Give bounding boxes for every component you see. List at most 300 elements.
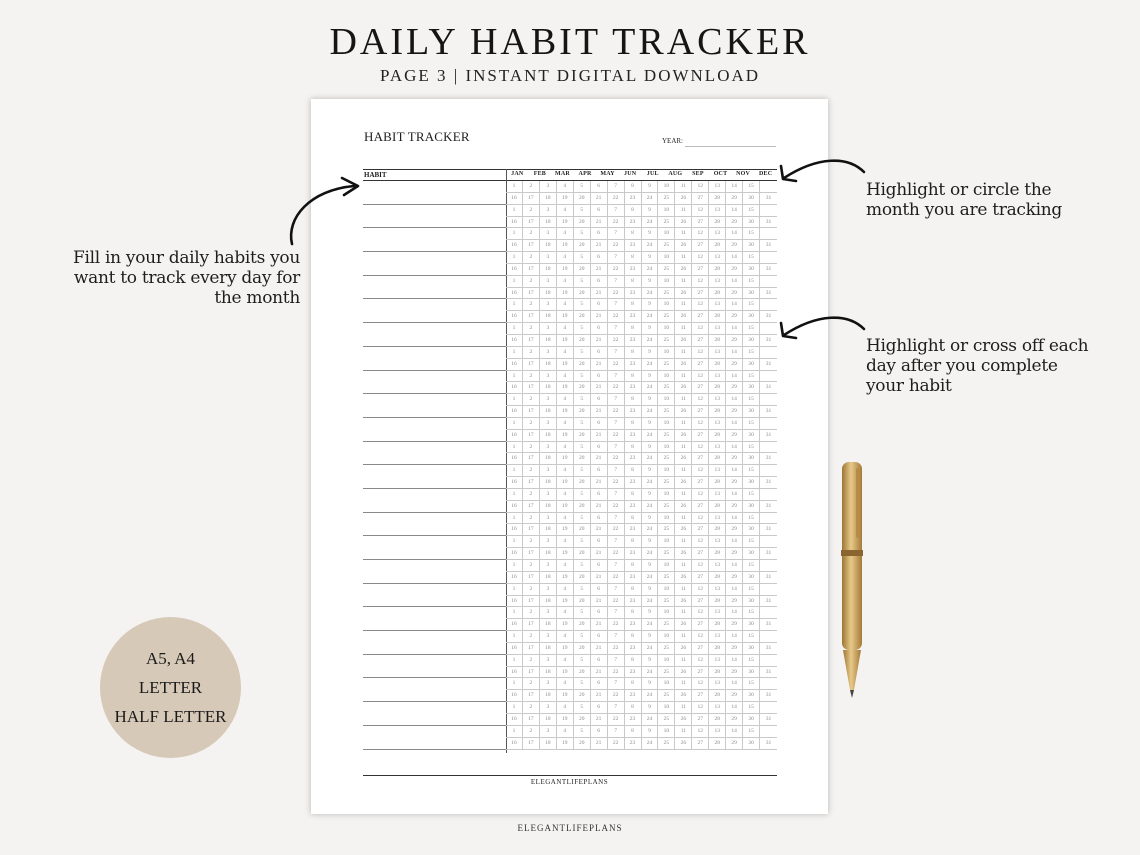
day-cell[interactable]: 6 <box>591 536 608 547</box>
day-cell[interactable]: 16 <box>506 548 523 559</box>
day-cell[interactable]: 22 <box>608 619 625 630</box>
day-cell[interactable]: 4 <box>557 513 574 524</box>
day-cell[interactable]: 9 <box>642 607 659 618</box>
day-cell[interactable]: 21 <box>591 667 608 678</box>
day-cell[interactable]: 28 <box>709 240 726 251</box>
day-cell[interactable]: 22 <box>608 406 625 417</box>
day-cell[interactable]: 22 <box>608 524 625 535</box>
day-cell[interactable]: 17 <box>523 690 540 701</box>
day-cell[interactable]: 15 <box>743 228 760 239</box>
day-cell[interactable]: 24 <box>642 217 659 228</box>
day-cell[interactable]: 9 <box>642 323 659 334</box>
day-cell[interactable]: 24 <box>642 240 659 251</box>
day-cell[interactable]: 28 <box>709 524 726 535</box>
day-cell[interactable]: 14 <box>726 252 743 263</box>
day-cell[interactable]: 6 <box>591 702 608 713</box>
day-cell[interactable]: 1 <box>506 655 523 666</box>
day-cell[interactable]: 1 <box>506 726 523 737</box>
day-cell[interactable]: 10 <box>658 252 675 263</box>
day-cell[interactable] <box>760 607 777 618</box>
day-cell[interactable]: 2 <box>523 205 540 216</box>
day-cell[interactable]: 5 <box>574 371 591 382</box>
day-cell[interactable]: 19 <box>557 382 574 393</box>
day-cell[interactable]: 17 <box>523 643 540 654</box>
day-cell[interactable]: 21 <box>591 311 608 322</box>
day-cell[interactable]: 9 <box>642 513 659 524</box>
day-cell[interactable]: 17 <box>523 288 540 299</box>
day-cell[interactable]: 31 <box>765 360 772 367</box>
day-cell[interactable]: 22 <box>608 572 625 583</box>
day-cell[interactable]: 4 <box>557 702 574 713</box>
day-cell[interactable]: 29 <box>726 524 743 535</box>
day-cell[interactable]: 12 <box>692 702 709 713</box>
day-cell[interactable]: 1 <box>506 394 523 405</box>
day-cell[interactable]: 19 <box>557 193 574 204</box>
day-cell[interactable]: 3 <box>540 442 557 453</box>
day-cell[interactable]: 6 <box>591 465 608 476</box>
day-cell[interactable]: 25 <box>658 619 675 630</box>
day-cell[interactable]: 20 <box>574 382 591 393</box>
day-cell[interactable]: 26 <box>675 738 692 749</box>
day-cell[interactable] <box>760 394 777 405</box>
day-cell[interactable]: 28 <box>709 382 726 393</box>
day-cell[interactable]: 7 <box>608 726 625 737</box>
day-cell[interactable]: 6 <box>591 228 608 239</box>
day-cell[interactable]: 18 <box>540 453 557 464</box>
day-cell[interactable]: 17 <box>523 382 540 393</box>
day-cell[interactable]: 7 <box>608 418 625 429</box>
day-cell[interactable]: 11 <box>675 323 692 334</box>
day-cell[interactable]: 11 <box>675 607 692 618</box>
day-cell[interactable]: 13 <box>709 584 726 595</box>
day-cell[interactable]: 29 <box>726 548 743 559</box>
day-cell[interactable]: 9 <box>642 560 659 571</box>
day-cell[interactable]: 8 <box>625 299 642 310</box>
day-cell[interactable]: 14 <box>726 607 743 618</box>
day-cell[interactable]: 6 <box>591 584 608 595</box>
day-cell[interactable]: 23 <box>625 477 642 488</box>
day-cell[interactable]: 25 <box>658 382 675 393</box>
day-cell[interactable]: 8 <box>625 631 642 642</box>
day-cell[interactable]: 22 <box>608 288 625 299</box>
day-cell[interactable]: 25 <box>658 359 675 370</box>
day-cell[interactable]: 4 <box>557 536 574 547</box>
day-cell[interactable]: 20 <box>574 240 591 251</box>
day-cell[interactable]: 7 <box>608 394 625 405</box>
day-cell[interactable]: 2 <box>523 299 540 310</box>
day-cell[interactable]: 15 <box>743 655 760 666</box>
day-cell[interactable]: 12 <box>692 513 709 524</box>
day-cell[interactable]: 16 <box>506 453 523 464</box>
day-cell[interactable]: 4 <box>557 465 574 476</box>
day-cell[interactable]: 19 <box>557 406 574 417</box>
day-cell[interactable]: 12 <box>692 631 709 642</box>
day-cell[interactable]: 14 <box>726 631 743 642</box>
day-cell[interactable] <box>760 631 777 642</box>
day-cell[interactable] <box>760 655 777 666</box>
day-cell[interactable]: 6 <box>591 181 608 192</box>
day-cell[interactable]: 13 <box>709 678 726 689</box>
day-cell[interactable]: 28 <box>709 477 726 488</box>
day-cell[interactable]: 3 <box>540 181 557 192</box>
day-cell[interactable]: 6 <box>591 489 608 500</box>
day-cell[interactable]: 28 <box>709 501 726 512</box>
day-cell[interactable]: 20 <box>574 738 591 749</box>
day-cell[interactable]: 14 <box>726 536 743 547</box>
day-cell[interactable]: 30 <box>743 264 760 275</box>
day-cell[interactable]: 5 <box>574 678 591 689</box>
day-cell[interactable]: 14 <box>726 584 743 595</box>
day-cell[interactable]: 10 <box>658 560 675 571</box>
month-label[interactable]: JAN <box>511 171 524 177</box>
day-cell[interactable]: 14 <box>726 560 743 571</box>
day-cell[interactable]: 24 <box>642 714 659 725</box>
day-cell[interactable]: 15 <box>743 299 760 310</box>
day-cell[interactable]: 16 <box>506 193 523 204</box>
day-cell[interactable]: 31 <box>765 455 772 462</box>
day-cell[interactable]: 14 <box>726 702 743 713</box>
day-cell[interactable]: 11 <box>675 299 692 310</box>
day-cell[interactable]: 21 <box>591 501 608 512</box>
day-cell[interactable]: 16 <box>506 619 523 630</box>
day-cell[interactable]: 16 <box>506 596 523 607</box>
day-cell[interactable]: 25 <box>658 335 675 346</box>
day-cell[interactable]: 11 <box>675 584 692 595</box>
day-cell[interactable]: 14 <box>726 465 743 476</box>
day-cell[interactable]: 12 <box>692 299 709 310</box>
day-cell[interactable]: 25 <box>658 406 675 417</box>
day-cell[interactable]: 21 <box>591 643 608 654</box>
day-cell[interactable]: 2 <box>523 181 540 192</box>
day-cell[interactable]: 26 <box>675 240 692 251</box>
day-cell[interactable]: 20 <box>574 501 591 512</box>
day-cell[interactable]: 11 <box>675 442 692 453</box>
day-cell[interactable]: 16 <box>506 643 523 654</box>
day-cell[interactable]: 30 <box>743 453 760 464</box>
day-cell[interactable]: 5 <box>574 323 591 334</box>
day-cell[interactable]: 12 <box>692 678 709 689</box>
day-cell[interactable]: 26 <box>675 217 692 228</box>
day-cell[interactable]: 26 <box>675 619 692 630</box>
day-cell[interactable]: 26 <box>675 406 692 417</box>
day-cell[interactable]: 12 <box>692 607 709 618</box>
month-label[interactable]: MAY <box>600 171 615 177</box>
day-cell[interactable]: 8 <box>625 205 642 216</box>
day-cell[interactable]: 3 <box>540 276 557 287</box>
month-label[interactable]: SEP <box>692 171 704 177</box>
day-cell[interactable]: 7 <box>608 536 625 547</box>
day-cell[interactable]: 10 <box>658 678 675 689</box>
day-cell[interactable]: 28 <box>709 288 726 299</box>
day-cell[interactable]: 1 <box>506 607 523 618</box>
day-cell[interactable] <box>760 489 777 500</box>
day-cell[interactable]: 3 <box>540 323 557 334</box>
day-cell[interactable]: 22 <box>608 667 625 678</box>
day-cell[interactable]: 13 <box>709 418 726 429</box>
day-cell[interactable]: 14 <box>726 655 743 666</box>
day-cell[interactable]: 1 <box>506 631 523 642</box>
day-cell[interactable]: 24 <box>642 501 659 512</box>
day-cell[interactable]: 8 <box>625 276 642 287</box>
day-cell[interactable]: 24 <box>642 335 659 346</box>
day-cell[interactable]: 23 <box>625 572 642 583</box>
day-cell[interactable]: 28 <box>709 264 726 275</box>
day-cell[interactable]: 18 <box>540 311 557 322</box>
day-cell[interactable]: 23 <box>625 619 642 630</box>
day-cell[interactable]: 10 <box>658 489 675 500</box>
day-cell[interactable]: 29 <box>726 572 743 583</box>
day-cell[interactable]: 11 <box>675 678 692 689</box>
day-cell[interactable]: 13 <box>709 228 726 239</box>
day-cell[interactable]: 27 <box>692 738 709 749</box>
day-cell[interactable]: 27 <box>692 217 709 228</box>
day-cell[interactable]: 8 <box>625 584 642 595</box>
day-cell[interactable]: 19 <box>557 643 574 654</box>
day-cell[interactable]: 5 <box>574 536 591 547</box>
day-cell[interactable]: 8 <box>625 418 642 429</box>
day-cell[interactable]: 26 <box>675 690 692 701</box>
day-cell[interactable]: 6 <box>591 394 608 405</box>
day-cell[interactable]: 15 <box>743 536 760 547</box>
day-cell[interactable]: 13 <box>709 323 726 334</box>
day-cell[interactable]: 8 <box>625 228 642 239</box>
day-cell[interactable]: 16 <box>506 667 523 678</box>
day-cell[interactable]: 12 <box>692 536 709 547</box>
day-cell[interactable]: 16 <box>506 335 523 346</box>
day-cell[interactable]: 24 <box>642 619 659 630</box>
day-cell[interactable]: 9 <box>642 442 659 453</box>
day-cell[interactable]: 22 <box>608 738 625 749</box>
day-cell[interactable]: 15 <box>743 560 760 571</box>
day-cell[interactable]: 2 <box>523 323 540 334</box>
day-cell[interactable]: 3 <box>540 584 557 595</box>
day-cell[interactable]: 6 <box>591 323 608 334</box>
day-cell[interactable]: 17 <box>523 430 540 441</box>
month-label[interactable]: JUN <box>624 171 637 177</box>
day-cell[interactable]: 28 <box>709 359 726 370</box>
day-cell[interactable]: 19 <box>557 430 574 441</box>
day-cell[interactable]: 17 <box>523 311 540 322</box>
day-cell[interactable]: 13 <box>709 299 726 310</box>
day-cell[interactable]: 28 <box>709 667 726 678</box>
day-cell[interactable]: 29 <box>726 217 743 228</box>
day-cell[interactable]: 12 <box>692 323 709 334</box>
day-cell[interactable]: 19 <box>557 217 574 228</box>
day-cell[interactable]: 14 <box>726 323 743 334</box>
day-cell[interactable]: 11 <box>675 726 692 737</box>
day-cell[interactable]: 10 <box>658 181 675 192</box>
day-cell[interactable]: 24 <box>642 524 659 535</box>
day-cell[interactable]: 26 <box>675 596 692 607</box>
day-cell[interactable]: 28 <box>709 548 726 559</box>
day-cell[interactable]: 26 <box>675 430 692 441</box>
day-cell[interactable]: 2 <box>523 513 540 524</box>
day-cell[interactable]: 27 <box>692 690 709 701</box>
day-cell[interactable]: 9 <box>642 299 659 310</box>
day-cell[interactable]: 6 <box>591 678 608 689</box>
day-cell[interactable]: 5 <box>574 631 591 642</box>
day-cell[interactable]: 22 <box>608 501 625 512</box>
day-cell[interactable]: 25 <box>658 217 675 228</box>
day-cell[interactable]: 9 <box>642 702 659 713</box>
day-cell[interactable]: 13 <box>709 442 726 453</box>
day-cell[interactable]: 7 <box>608 678 625 689</box>
day-cell[interactable]: 13 <box>709 536 726 547</box>
day-cell[interactable]: 26 <box>675 311 692 322</box>
day-cell[interactable]: 22 <box>608 453 625 464</box>
day-cell[interactable]: 20 <box>574 335 591 346</box>
day-cell[interactable]: 21 <box>591 477 608 488</box>
day-cell[interactable]: 31 <box>765 502 772 509</box>
day-cell[interactable]: 12 <box>692 276 709 287</box>
day-cell[interactable]: 1 <box>506 536 523 547</box>
day-cell[interactable]: 23 <box>625 335 642 346</box>
day-cell[interactable]: 7 <box>608 465 625 476</box>
day-cell[interactable]: 28 <box>709 311 726 322</box>
day-cell[interactable]: 22 <box>608 217 625 228</box>
day-cell[interactable]: 18 <box>540 217 557 228</box>
day-cell[interactable]: 31 <box>765 573 772 580</box>
day-cell[interactable]: 12 <box>692 726 709 737</box>
day-cell[interactable] <box>760 276 777 287</box>
day-cell[interactable]: 8 <box>625 252 642 263</box>
day-cell[interactable] <box>760 323 777 334</box>
day-cell[interactable]: 15 <box>743 607 760 618</box>
day-cell[interactable]: 3 <box>540 631 557 642</box>
day-cell[interactable]: 19 <box>557 714 574 725</box>
day-cell[interactable]: 19 <box>557 738 574 749</box>
day-cell[interactable]: 7 <box>608 252 625 263</box>
day-cell[interactable]: 7 <box>608 584 625 595</box>
day-cell[interactable]: 9 <box>642 631 659 642</box>
day-cell[interactable]: 24 <box>642 382 659 393</box>
day-cell[interactable]: 1 <box>506 513 523 524</box>
day-cell[interactable]: 3 <box>540 607 557 618</box>
day-cell[interactable]: 22 <box>608 596 625 607</box>
day-cell[interactable]: 1 <box>506 489 523 500</box>
day-cell[interactable]: 20 <box>574 667 591 678</box>
day-cell[interactable]: 24 <box>642 406 659 417</box>
day-cell[interactable]: 8 <box>625 394 642 405</box>
day-cell[interactable]: 10 <box>658 418 675 429</box>
day-cell[interactable]: 18 <box>540 335 557 346</box>
day-cell[interactable]: 3 <box>540 536 557 547</box>
day-cell[interactable]: 13 <box>709 513 726 524</box>
day-cell[interactable]: 16 <box>506 217 523 228</box>
day-cell[interactable]: 16 <box>506 240 523 251</box>
day-cell[interactable]: 26 <box>675 667 692 678</box>
day-cell[interactable] <box>760 371 777 382</box>
day-cell[interactable]: 24 <box>642 690 659 701</box>
day-cell[interactable] <box>760 205 777 216</box>
day-cell[interactable]: 15 <box>743 347 760 358</box>
day-cell[interactable]: 15 <box>743 418 760 429</box>
day-cell[interactable]: 15 <box>743 323 760 334</box>
day-cell[interactable]: 3 <box>540 726 557 737</box>
day-cell[interactable]: 27 <box>692 524 709 535</box>
day-cell[interactable]: 5 <box>574 276 591 287</box>
day-cell[interactable]: 28 <box>709 453 726 464</box>
day-cell[interactable]: 8 <box>625 371 642 382</box>
day-cell[interactable]: 16 <box>506 430 523 441</box>
day-cell[interactable]: 23 <box>625 667 642 678</box>
day-cell[interactable]: 18 <box>540 714 557 725</box>
day-cell[interactable]: 17 <box>523 738 540 749</box>
day-cell[interactable] <box>760 347 777 358</box>
day-cell[interactable]: 2 <box>523 584 540 595</box>
day-cell[interactable]: 25 <box>658 453 675 464</box>
day-cell[interactable]: 13 <box>709 181 726 192</box>
day-cell[interactable]: 13 <box>709 276 726 287</box>
day-cell[interactable]: 27 <box>692 596 709 607</box>
day-cell[interactable]: 21 <box>591 359 608 370</box>
day-cell[interactable]: 9 <box>642 276 659 287</box>
day-cell[interactable]: 27 <box>692 193 709 204</box>
day-cell[interactable]: 15 <box>743 631 760 642</box>
day-cell[interactable]: 15 <box>743 584 760 595</box>
day-cell[interactable]: 26 <box>675 193 692 204</box>
day-cell[interactable]: 19 <box>557 240 574 251</box>
month-label[interactable]: APR <box>578 171 592 177</box>
day-cell[interactable]: 26 <box>675 288 692 299</box>
day-cell[interactable]: 29 <box>726 193 743 204</box>
day-cell[interactable]: 13 <box>709 465 726 476</box>
day-cell[interactable]: 24 <box>642 430 659 441</box>
day-cell[interactable]: 22 <box>608 690 625 701</box>
day-cell[interactable]: 5 <box>574 228 591 239</box>
day-cell[interactable]: 15 <box>743 465 760 476</box>
day-cell[interactable]: 3 <box>540 678 557 689</box>
day-cell[interactable]: 7 <box>608 631 625 642</box>
day-cell[interactable]: 21 <box>591 264 608 275</box>
day-cell[interactable]: 3 <box>540 371 557 382</box>
day-cell[interactable]: 13 <box>709 702 726 713</box>
day-cell[interactable]: 10 <box>658 465 675 476</box>
day-cell[interactable]: 20 <box>574 690 591 701</box>
day-cell[interactable]: 29 <box>726 288 743 299</box>
day-cell[interactable] <box>760 560 777 571</box>
day-cell[interactable]: 28 <box>709 596 726 607</box>
day-cell[interactable]: 4 <box>557 560 574 571</box>
day-cell[interactable]: 15 <box>743 181 760 192</box>
day-cell[interactable]: 30 <box>743 335 760 346</box>
day-cell[interactable]: 9 <box>642 584 659 595</box>
month-label[interactable]: NOV <box>736 171 751 177</box>
day-cell[interactable] <box>760 299 777 310</box>
day-cell[interactable]: 2 <box>523 465 540 476</box>
day-cell[interactable]: 23 <box>625 690 642 701</box>
day-cell[interactable]: 3 <box>540 465 557 476</box>
day-cell[interactable]: 21 <box>591 430 608 441</box>
day-cell[interactable] <box>760 536 777 547</box>
day-cell[interactable]: 10 <box>658 205 675 216</box>
day-cell[interactable]: 20 <box>574 311 591 322</box>
day-cell[interactable]: 20 <box>574 406 591 417</box>
day-cell[interactable]: 17 <box>523 524 540 535</box>
day-cell[interactable]: 30 <box>743 690 760 701</box>
day-cell[interactable]: 3 <box>540 513 557 524</box>
day-cell[interactable]: 23 <box>625 548 642 559</box>
day-cell[interactable]: 23 <box>625 406 642 417</box>
day-cell[interactable]: 9 <box>642 678 659 689</box>
day-cell[interactable]: 29 <box>726 453 743 464</box>
day-cell[interactable]: 31 <box>765 289 772 296</box>
day-cell[interactable]: 8 <box>625 678 642 689</box>
day-cell[interactable]: 24 <box>642 453 659 464</box>
day-cell[interactable]: 21 <box>591 240 608 251</box>
day-cell[interactable]: 18 <box>540 501 557 512</box>
day-cell[interactable]: 22 <box>608 714 625 725</box>
